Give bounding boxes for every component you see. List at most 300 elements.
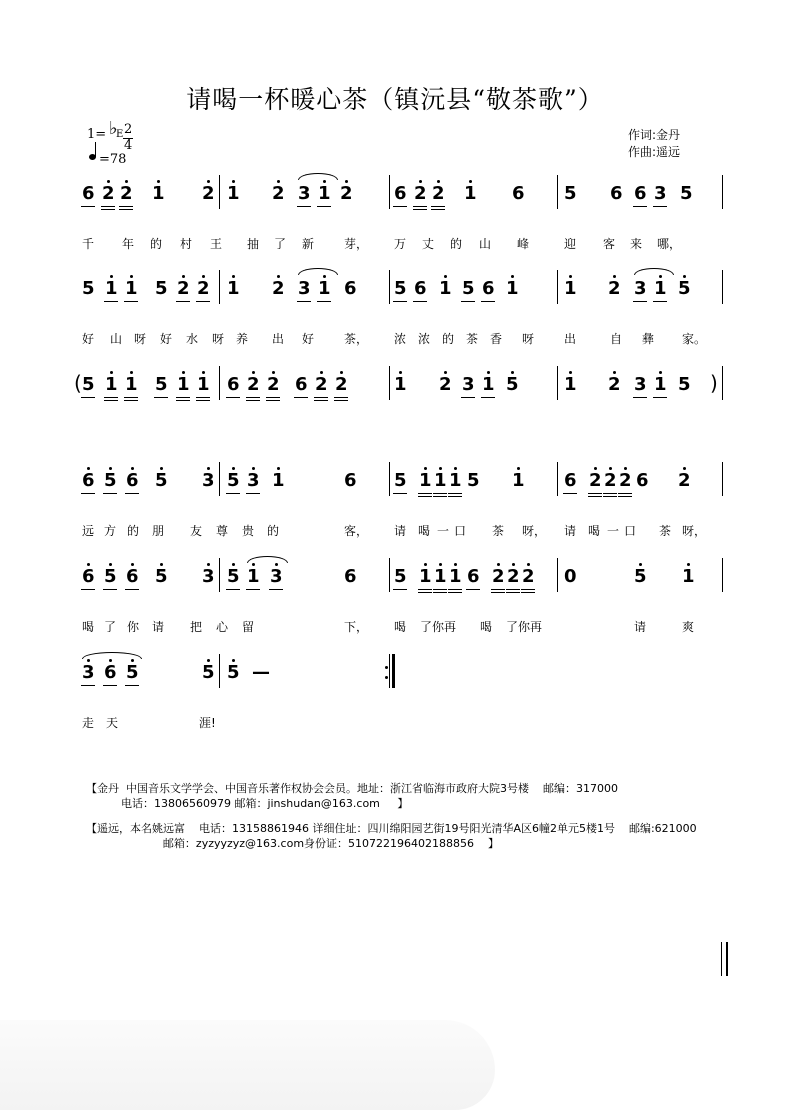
note: 6 <box>82 183 95 204</box>
octave-dot <box>454 467 457 470</box>
octave-dot <box>345 180 348 183</box>
note: 1 <box>105 278 118 299</box>
lyric-syllable: 喝 <box>480 620 493 634</box>
lyric-syllable: 你 <box>127 620 140 634</box>
underline <box>448 592 462 593</box>
underline <box>461 301 475 302</box>
note: 6 <box>344 470 357 491</box>
underline <box>196 397 210 398</box>
octave-dot <box>275 563 278 566</box>
octave-dot <box>419 180 422 183</box>
flat-sign: ♭ <box>109 118 118 139</box>
octave-dot <box>207 180 210 183</box>
underline <box>431 209 445 210</box>
note: 5 <box>678 278 691 299</box>
octave-dot <box>207 467 210 470</box>
octave-dot <box>207 659 210 662</box>
barline <box>389 654 390 688</box>
octave-dot <box>125 180 128 183</box>
slur <box>634 268 674 275</box>
lyric-syllable: 出 <box>272 332 285 346</box>
note: 3 <box>247 470 260 491</box>
note: 5 <box>564 183 577 204</box>
lyric-syllable: 的 <box>442 332 455 346</box>
octave-dot <box>160 467 163 470</box>
underline <box>461 397 475 398</box>
octave-dot <box>107 180 110 183</box>
underline <box>246 589 260 590</box>
octave-dot <box>659 371 662 374</box>
octave-dot <box>512 563 515 566</box>
underline <box>393 589 407 590</box>
underline <box>418 592 432 593</box>
composer: 作曲:遥远 <box>628 145 681 159</box>
note: 6 <box>82 470 95 491</box>
note: 2 <box>272 183 285 204</box>
note: 5 <box>202 662 215 683</box>
underline <box>125 493 139 494</box>
octave-dot <box>110 275 113 278</box>
lyric-syllable: 口 <box>624 524 637 538</box>
score-row-3 <box>74 371 732 398</box>
underline <box>433 592 447 593</box>
lyric-syllable: 远 <box>82 524 95 538</box>
note: 6 <box>344 278 357 299</box>
note: 3 <box>654 183 667 204</box>
octave-dot <box>207 563 210 566</box>
underline <box>176 397 190 398</box>
barline <box>722 462 723 496</box>
lyric-syllable: 出 <box>564 332 577 346</box>
note: 1 <box>682 566 695 587</box>
lyric-row-2 <box>82 330 732 346</box>
note: — <box>252 662 270 683</box>
octave-dot <box>320 371 323 374</box>
lyric-syllable: 呀 <box>522 332 535 346</box>
lyric-syllable: 芽， <box>344 237 369 251</box>
note: 6 <box>394 183 407 204</box>
octave-dot <box>454 563 457 566</box>
time-numerator: 2 <box>124 122 133 137</box>
underline <box>119 206 133 207</box>
lyric-syllable: 请 <box>634 620 647 634</box>
final-barline <box>721 942 728 976</box>
octave-dot <box>277 180 280 183</box>
underline <box>588 496 602 497</box>
note: 3 <box>634 278 647 299</box>
note: 5 <box>227 470 240 491</box>
lyric-syllable: 峰 <box>517 237 530 251</box>
note: 1 <box>439 278 452 299</box>
note: 5 <box>155 470 168 491</box>
underline <box>246 400 260 401</box>
underline <box>124 400 138 401</box>
lyric-syllable: 的 <box>127 524 140 538</box>
octave-dot <box>323 180 326 183</box>
lyric-syllable: 涯! <box>199 716 216 730</box>
octave-dot <box>424 563 427 566</box>
barline <box>722 366 723 400</box>
lyric-syllable: 请 <box>564 524 577 538</box>
octave-dot <box>110 371 113 374</box>
octave-dot <box>232 180 235 183</box>
octave-dot <box>569 371 572 374</box>
octave-dot <box>517 467 520 470</box>
octave-dot <box>497 563 500 566</box>
barline <box>389 270 390 304</box>
note: 6 <box>414 278 427 299</box>
lyric-syllable: 呀 <box>134 332 147 346</box>
note: 1 <box>434 566 447 587</box>
note: 6 <box>512 183 525 204</box>
underline <box>413 206 427 207</box>
underline <box>81 206 95 207</box>
note: 1 <box>419 470 432 491</box>
note: 3 <box>202 566 215 587</box>
repeat-dot <box>385 676 388 679</box>
octave-dot <box>639 563 642 566</box>
lyric-syllable: 的 <box>450 237 463 251</box>
key-signature <box>87 120 147 170</box>
note: 3 <box>270 566 283 587</box>
note: 5 <box>227 566 240 587</box>
lyric-row-6 <box>82 714 732 730</box>
note: 2 <box>619 470 632 491</box>
octave-dot <box>130 275 133 278</box>
note: 6 <box>467 566 480 587</box>
underline <box>393 206 407 207</box>
underline <box>491 589 505 590</box>
note: 6 <box>126 566 139 587</box>
lyric-syllable: 抽 <box>247 237 260 251</box>
octave-dot <box>157 180 160 183</box>
note: 5 <box>506 374 519 395</box>
underline <box>653 206 667 207</box>
note: 1 <box>247 566 260 587</box>
note: 2 <box>120 183 133 204</box>
underline <box>176 301 190 302</box>
octave-dot <box>182 371 185 374</box>
underline <box>603 493 617 494</box>
underline <box>226 397 240 398</box>
note: 2 <box>604 470 617 491</box>
underline <box>317 206 331 207</box>
lyric-syllable: 了 <box>274 237 287 251</box>
lyric-syllable: 爽 <box>682 620 695 634</box>
underline <box>418 493 432 494</box>
octave-dot <box>109 659 112 662</box>
lyric-syllable: 喝 <box>588 524 601 538</box>
score-row-2 <box>82 278 732 302</box>
score-row-6 <box>82 662 732 686</box>
lyric-syllable: 迎 <box>564 237 577 251</box>
note: 5 <box>82 374 95 395</box>
lyric-syllable: 尊 <box>216 524 229 538</box>
barline <box>557 270 558 304</box>
note: 1 <box>449 566 462 587</box>
octave-dot <box>594 467 597 470</box>
note: 1 <box>394 374 407 395</box>
parenthesis: ( <box>74 371 82 395</box>
note: 1 <box>464 183 477 204</box>
note: 2 <box>335 374 348 395</box>
lyric-syllable: 请 <box>152 620 165 634</box>
lyric-row-4 <box>82 522 732 538</box>
underline <box>633 206 647 207</box>
octave-dot <box>439 563 442 566</box>
lyric-syllable: 把 <box>190 620 203 634</box>
underline <box>448 493 462 494</box>
underline <box>103 493 117 494</box>
note: 1 <box>654 374 667 395</box>
underline <box>104 400 118 401</box>
time-denominator: 4 <box>124 138 133 153</box>
note: 1 <box>125 278 138 299</box>
lyric-row-1 <box>82 235 732 251</box>
lyric-syllable: 口 <box>454 524 467 538</box>
underline <box>448 589 462 590</box>
note: 1 <box>512 470 525 491</box>
note: 1 <box>434 470 447 491</box>
repeat-dot <box>385 666 388 669</box>
note: 5 <box>394 470 407 491</box>
underline <box>506 592 520 593</box>
page-title: 请喝一杯暖心茶（镇沅县“敬茶歌”） <box>186 85 604 114</box>
note: 1 <box>654 278 667 299</box>
underline <box>563 493 577 494</box>
octave-dot <box>399 371 402 374</box>
underline <box>413 301 427 302</box>
octave-dot <box>87 563 90 566</box>
octave-dot <box>437 180 440 183</box>
octave-dot <box>131 563 134 566</box>
underline <box>418 589 432 590</box>
lyric-syllable: 茶， <box>344 332 369 346</box>
slur <box>298 268 338 275</box>
note: 2 <box>177 278 190 299</box>
key-letter: E <box>116 129 124 140</box>
underline <box>246 397 260 398</box>
lyric-syllable: 浓 <box>394 332 407 346</box>
octave-dot <box>182 275 185 278</box>
octave-dot <box>469 180 472 183</box>
underline <box>334 397 348 398</box>
underline <box>103 685 117 686</box>
underline <box>101 206 115 207</box>
note: 6 <box>634 183 647 204</box>
lyric-syllable: 朋 <box>152 524 165 538</box>
lyric-syllable: 了你再 <box>420 620 457 634</box>
note: 5 <box>126 662 139 683</box>
barline <box>219 558 220 592</box>
underline <box>521 592 535 593</box>
underline <box>588 493 602 494</box>
note: 2 <box>197 278 210 299</box>
note: 3 <box>298 183 311 204</box>
note: 6 <box>344 566 357 587</box>
score-row-1 <box>82 183 732 207</box>
lyric-syllable: 心 <box>216 620 229 634</box>
tempo-marking: =78 <box>99 152 127 167</box>
note: 6 <box>482 278 495 299</box>
underline <box>466 589 480 590</box>
underline <box>481 397 495 398</box>
note: 1 <box>177 374 190 395</box>
octave-dot <box>109 563 112 566</box>
barline <box>219 366 220 400</box>
underline <box>618 493 632 494</box>
octave-dot <box>252 563 255 566</box>
barline <box>557 558 558 592</box>
barline <box>557 366 558 400</box>
note: 5 <box>104 566 117 587</box>
lyric-syllable: 呀， <box>682 524 707 538</box>
underline <box>103 589 117 590</box>
note: 5 <box>104 470 117 491</box>
note: 1 <box>419 566 432 587</box>
note: 2 <box>608 278 621 299</box>
note: 1 <box>272 470 285 491</box>
lyric-syllable: 天 <box>106 716 119 730</box>
lyric-row-5 <box>82 618 732 634</box>
note: 1 <box>125 374 138 395</box>
lyric-syllable: 王 <box>210 237 223 251</box>
octave-dot <box>87 659 90 662</box>
underline <box>618 496 632 497</box>
note: 1 <box>564 374 577 395</box>
octave-dot <box>613 275 616 278</box>
lyric-syllable: 水 <box>186 332 199 346</box>
lyric-syllable: 千 <box>82 237 95 251</box>
note: 2 <box>202 183 215 204</box>
octave-dot <box>340 371 343 374</box>
lyric-syllable: 呀， <box>522 524 547 538</box>
note: 1 <box>227 183 240 204</box>
note: 1 <box>227 278 240 299</box>
lyric-syllable: 来 <box>630 237 643 251</box>
info-line-2: 电话：13806560979 邮箱：jinshudan@163.com 】 <box>86 797 409 810</box>
underline <box>413 209 427 210</box>
lyric-syllable: 客 <box>603 237 616 251</box>
note: 6 <box>104 662 117 683</box>
slur <box>247 556 288 563</box>
underline <box>226 493 240 494</box>
lyric-syllable: 喝 <box>418 524 431 538</box>
octave-dot <box>130 371 133 374</box>
lyric-syllable: 万 <box>394 237 407 251</box>
lyric-syllable: 好 <box>302 332 315 346</box>
underline <box>481 301 495 302</box>
page-shadow <box>0 1020 495 1110</box>
underline <box>294 397 308 398</box>
underline <box>266 397 280 398</box>
octave-dot <box>613 371 616 374</box>
note: 6 <box>82 566 95 587</box>
info-line-1: 【金丹 中国音乐文学学会、中国音乐著作权协会会员。地址：浙江省临海市政府大院3号楼 邮编：317000 <box>86 782 618 795</box>
lyric-syllable: 走 <box>82 716 95 730</box>
lyric-syllable: 请 <box>394 524 407 538</box>
note: 2 <box>432 183 445 204</box>
note: 3 <box>462 374 475 395</box>
note: 5 <box>467 470 480 491</box>
barline <box>219 270 220 304</box>
underline <box>119 209 133 210</box>
lyric-syllable: 喝 <box>394 620 407 634</box>
underline <box>124 301 138 302</box>
underline <box>653 397 667 398</box>
lyric-syllable: 的 <box>267 524 280 538</box>
note: 6 <box>126 470 139 491</box>
underline <box>246 493 260 494</box>
author-info-jindan <box>86 781 618 811</box>
underline <box>297 206 311 207</box>
barline <box>389 462 390 496</box>
underline <box>603 496 617 497</box>
barline <box>557 462 558 496</box>
underline <box>124 397 138 398</box>
note: 5 <box>394 566 407 587</box>
octave-dot <box>424 467 427 470</box>
octave-dot <box>527 563 530 566</box>
underline <box>196 301 210 302</box>
note: 0 <box>564 566 577 587</box>
note: 1 <box>449 470 462 491</box>
lyric-syllable: 浓 <box>418 332 431 346</box>
underline <box>314 400 328 401</box>
underline <box>433 496 447 497</box>
lyric-syllable: 了 <box>104 620 117 634</box>
note: 1 <box>197 374 210 395</box>
note: 5 <box>227 662 240 683</box>
slur <box>82 652 142 659</box>
lyric-syllable: 一 <box>437 524 450 538</box>
lyric-syllable: 香 <box>490 332 503 346</box>
lyric-syllable: 呀 <box>212 332 225 346</box>
underline <box>297 301 311 302</box>
barline <box>722 175 723 209</box>
underline <box>633 397 647 398</box>
barline <box>722 558 723 592</box>
underline <box>418 496 432 497</box>
lyric-syllable: 了你再 <box>506 620 543 634</box>
slur <box>298 173 338 180</box>
underline <box>266 400 280 401</box>
lyric-syllable: 村 <box>180 237 193 251</box>
credits <box>628 127 680 161</box>
octave-dot <box>683 467 686 470</box>
lyric-syllable: 哪， <box>657 237 682 251</box>
underline <box>154 397 168 398</box>
octave-dot <box>277 275 280 278</box>
octave-dot <box>511 371 514 374</box>
barline <box>389 175 390 209</box>
octave-dot <box>609 467 612 470</box>
note: 2 <box>507 566 520 587</box>
lyric-syllable: 彝 <box>642 332 655 346</box>
octave-dot <box>202 275 205 278</box>
lyric-syllable: 的 <box>150 237 163 251</box>
quarter-note-stem <box>95 142 96 157</box>
note: 5 <box>155 278 168 299</box>
score-row-4 <box>82 470 732 494</box>
octave-dot <box>659 275 662 278</box>
lyric-syllable: 自 <box>610 332 623 346</box>
barline <box>722 270 723 304</box>
lyric-syllable: 友 <box>190 524 203 538</box>
note: 6 <box>227 374 240 395</box>
octave-dot <box>232 659 235 662</box>
octave-dot <box>252 467 255 470</box>
